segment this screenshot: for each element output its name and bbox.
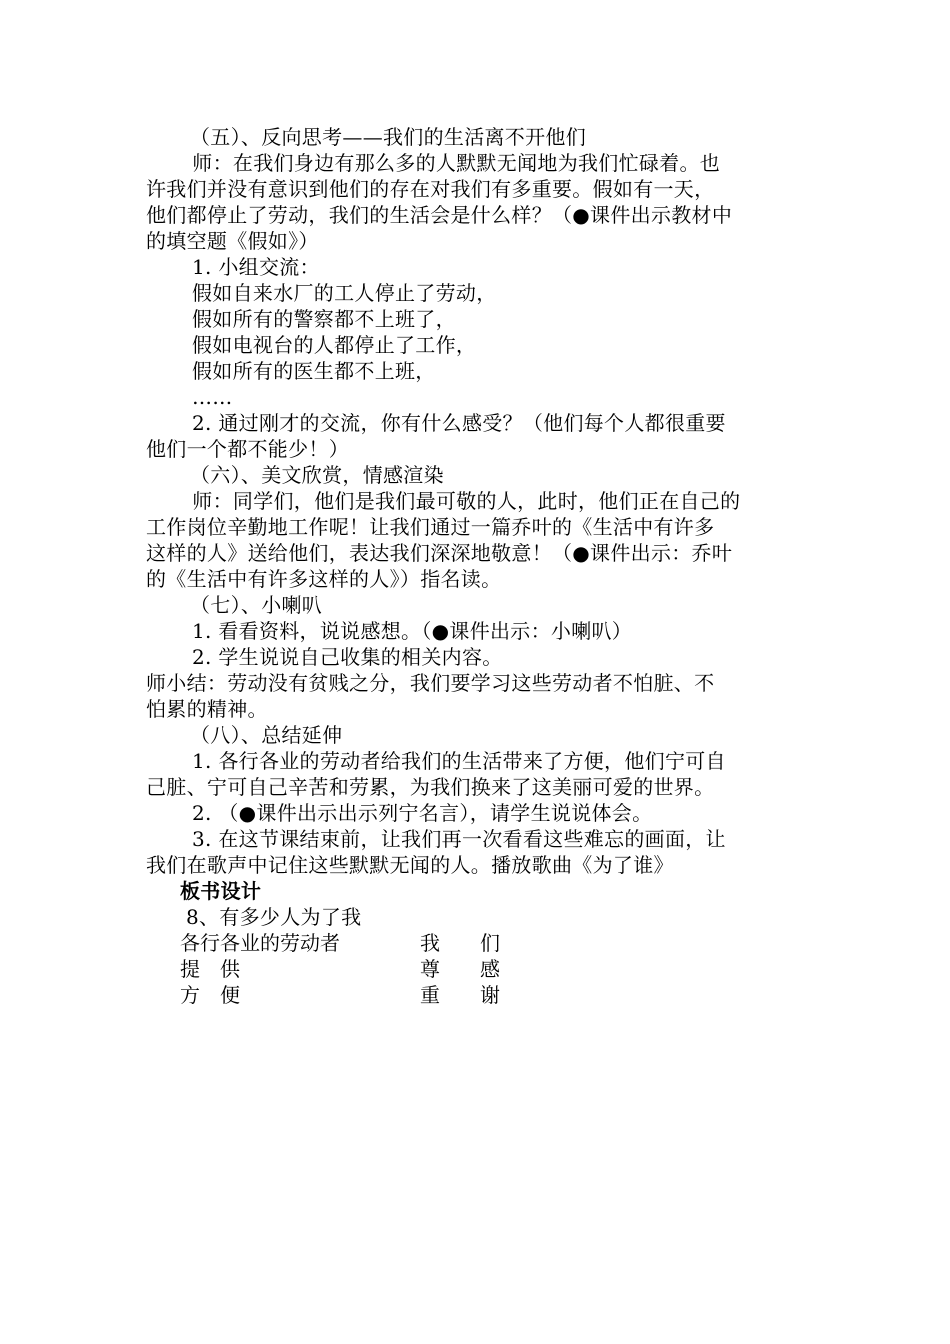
list-item: 2. 通过刚才的交流，你有什么感受？（他们每个人都很重要	[192, 411, 726, 435]
list-item: 1. 看看资料，说说感想。（●课件出示：小喇叭）	[192, 619, 633, 643]
paragraph-line: 的《生活中有许多这样的人》）指名读。	[146, 567, 502, 591]
list-item: 2. 学生说说自己收集的相关内容。	[192, 645, 503, 669]
paragraph-line: 这样的人》送给他们，表达我们深深地敬意！（●课件出示：乔叶	[146, 541, 733, 565]
paragraph-line: 他们一个都不能少！）	[146, 437, 349, 461]
list-item: 假如自来水厂的工人停止了劳动，	[192, 281, 497, 305]
list-item: 2. （●课件出示出示列宁名言），请学生说说体会。	[192, 801, 653, 825]
paragraph-line: 师：同学们，他们是我们最可敬的人，此时，他们正在自己的	[172, 489, 741, 513]
paragraph-line: 我们在歌声中记住这些默默无闻的人。播放歌曲《为了谁》	[146, 853, 674, 877]
paragraph-line: 师小结：劳动没有贫贱之分，我们要学习这些劳动者不怕脏、不	[146, 671, 715, 695]
list-item: 假如所有的警察都不上班了，	[192, 307, 456, 331]
board-right-line: 重 谢	[420, 983, 500, 1007]
section-heading-6: （六）、美文欣赏，情感渲染	[190, 463, 444, 487]
list-item: 假如所有的医生都不上班，	[192, 359, 436, 383]
paragraph-line: 许我们并没有意识到他们的存在对我们有多重要。假如有一天，	[146, 177, 715, 201]
paragraph-line: 工作岗位辛勤地工作呢！让我们通过一篇乔叶的《生活中有许多	[146, 515, 715, 539]
paragraph-line: 他们都停止了劳动，我们的生活会是什么样？（●课件出示教材中	[146, 203, 733, 227]
board-right-line: 尊 感	[420, 957, 500, 981]
board-left-line: 各行各业的劳动者	[180, 931, 340, 955]
list-item: 1. 各行各业的劳动者给我们的生活带来了方便，他们宁可自	[192, 749, 726, 773]
paragraph-line: 的填空题《假如》）	[146, 229, 319, 253]
section-heading-5: （五）、反向思考——我们的生活离不开他们	[190, 125, 586, 149]
section-heading-7: （七）、小喇叭	[190, 593, 323, 617]
list-item: 1. 小组交流：	[192, 255, 320, 279]
section-heading-8: （八）、总结延伸	[190, 723, 343, 747]
board-right-line: 我 们	[420, 931, 500, 955]
board-design-heading: 板书设计	[180, 879, 262, 903]
list-item: 假如电视台的人都停止了工作，	[192, 333, 477, 357]
list-item: 3. 在这节课结束前，让我们再一次看看这些难忘的画面，让	[192, 827, 726, 851]
list-item: ……	[192, 385, 233, 409]
paragraph-line: 师：在我们身边有那么多的人默默无闻地为我们忙碌着。也	[172, 151, 721, 175]
paragraph-line: 己脏、宁可自己辛苦和劳累，为我们换来了这美丽可爱的世界。	[146, 775, 715, 799]
board-title: 8、有多少人为了我	[186, 905, 362, 929]
paragraph-line: 怕累的精神。	[146, 697, 268, 721]
board-left-line: 提 供	[180, 957, 240, 981]
board-left-line: 方 便	[180, 983, 240, 1007]
